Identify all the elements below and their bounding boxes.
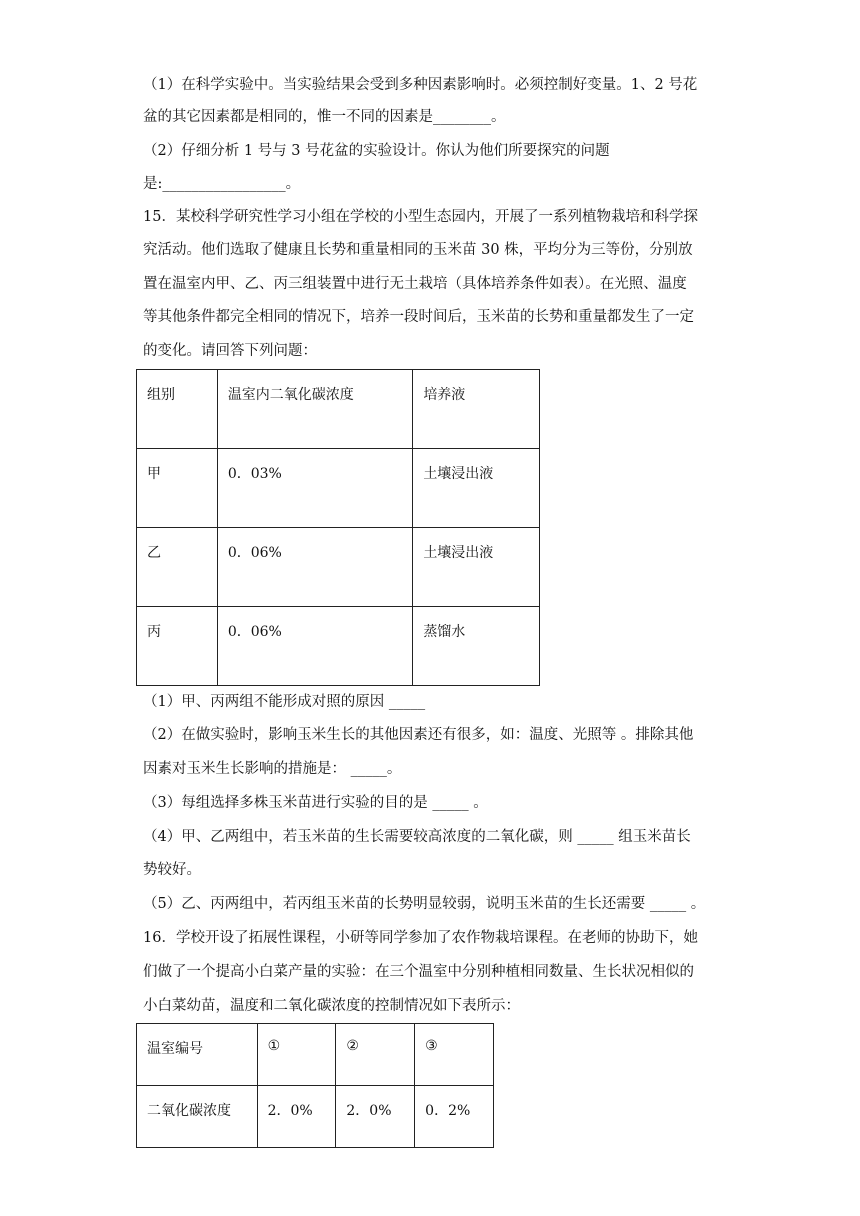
question-15-line: 15．某校科学研究性学习小组在学校的小型生态园内，开展了一系列植物栽培和科学探 — [143, 209, 698, 225]
table-header-cell: 培养液 — [413, 370, 540, 449]
text-line: 因素对玉米生长影响的措施是： _____。 — [143, 761, 402, 777]
table-row — [137, 528, 540, 607]
text-line: 等其他条件都完全相同的情况下，培养一段时间后，玉米苗的长势和重量都发生了一定 — [143, 309, 694, 325]
text-line: 们做了一个提高小白菜产量的实验：在三个温室中分别种植相同数量、生长状况相似的 — [143, 964, 694, 980]
table-cell: 土壤浸出液 — [413, 528, 540, 607]
table-cell: 土壤浸出液 — [413, 449, 540, 528]
table-cell: 0．03% — [217, 449, 413, 528]
table-header-cell: 温室内二氧化碳浓度 — [217, 370, 413, 449]
text-line: 的变化。请回答下列问题： — [143, 343, 317, 359]
text-line: （5）乙、丙两组中，若丙组玉米苗的长势明显较弱，说明玉米苗的生长还需要 _____ 。 — [143, 896, 706, 912]
table-header-cell: 温室编号 — [137, 1024, 258, 1086]
text-line: 置在温室内甲、乙、丙三组装置中进行无土栽培（具体培养条件如表）。在光照、温度 — [143, 276, 687, 292]
table-cell: 蒸馏水 — [413, 607, 540, 686]
table-header-cell: ① — [257, 1024, 336, 1086]
table-row — [137, 1086, 494, 1148]
table-header-cell: ③ — [415, 1024, 494, 1086]
table-cell: 二氧化碳浓度 — [137, 1086, 258, 1148]
text-line: （4）甲、乙两组中，若玉米苗的生长需要较高浓度的二氧化碳，则 _____ 组玉米苗长 — [143, 829, 691, 845]
text-line: （2）在做实验时，影响玉米生长的其他因素还有很多，如：温度、光照等 。排除其他 — [143, 727, 694, 743]
table-cell: 2．0% — [257, 1086, 336, 1148]
table-cell: 甲 — [137, 449, 218, 528]
table-cell: 0．06% — [217, 607, 413, 686]
text-line: 盆的其它因素都是相同的，惟一不同的因素是________。 — [143, 109, 506, 125]
culture-conditions-table — [136, 369, 540, 686]
text-line: 势较好。 — [143, 862, 201, 878]
text-line: （3）每组选择多株玉米苗进行实验的目的是 _____ 。 — [143, 795, 488, 811]
text-line: （1）甲、丙两组不能形成对照的原因 _____ — [143, 694, 426, 710]
table-row — [137, 607, 540, 686]
text-line: 是:_________________。 — [143, 176, 301, 192]
question-16-line: 16．学校开设了拓展性课程，小研等同学参加了农作物栽培课程。在老师的协助下，她 — [143, 930, 698, 946]
table-row — [137, 449, 540, 528]
table-cell: 2．0% — [336, 1086, 415, 1148]
table-cell: 0．2% — [415, 1086, 494, 1148]
table-cell: 丙 — [137, 607, 218, 686]
text-line: （1）在科学实验中。当实验结果会受到多种因素影响时。必须控制好变量。1、2 号花 — [143, 77, 698, 93]
table-header-cell: ② — [336, 1024, 415, 1086]
table-cell: 0．06% — [217, 528, 413, 607]
text-line: 究活动。他们选取了健康且长势和重量相同的玉米苗 30 株，平均分为三等份，分别放 — [143, 242, 693, 258]
table-header-row — [137, 1024, 494, 1086]
text-line: （2）仔细分析 1 号与 3 号花盆的实验设计。你认为他们所要探究的问题 — [143, 143, 610, 159]
table-header-row — [137, 370, 540, 449]
greenhouse-table — [136, 1023, 494, 1148]
text-line: 小白菜幼苗，温度和二氧化碳浓度的控制情况如下表所示： — [143, 998, 520, 1014]
table-header-cell: 组别 — [137, 370, 218, 449]
table-cell: 乙 — [137, 528, 218, 607]
